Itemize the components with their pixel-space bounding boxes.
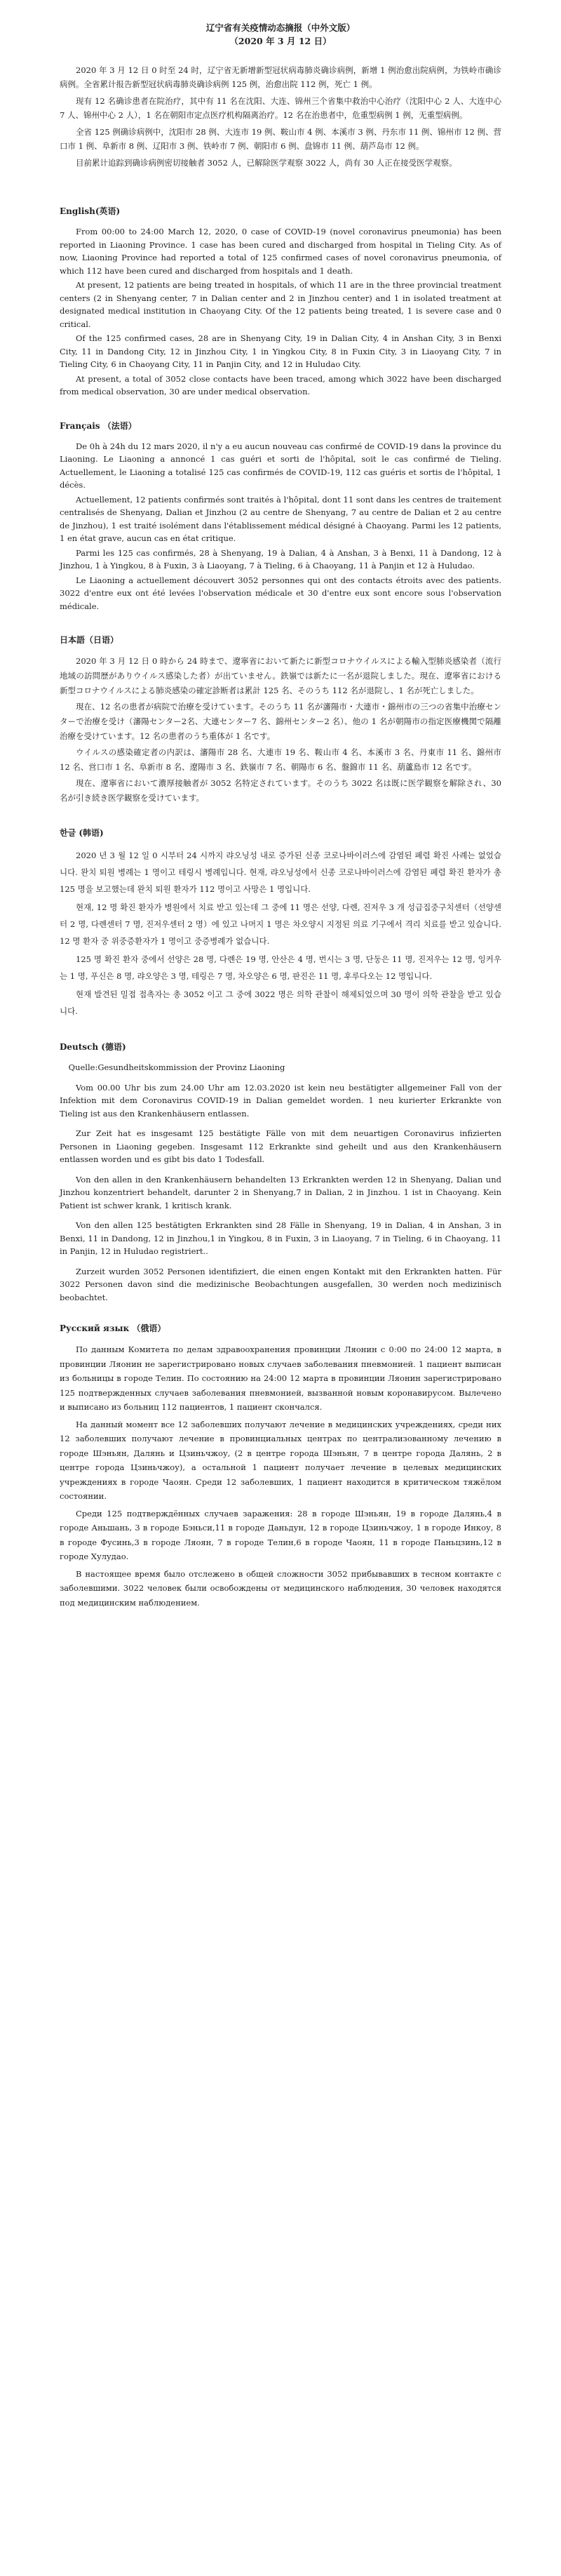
ru-paragraph-1: По данным Комитета по делам здравоохранения провинции Ляонин с 0:00 по 24:00 12 марта, в провинции Ляонин не зарегистрировано новых случаев заболевания пневмонией. 1 пациент выписан из больницы в городе Телин. По состоянию на 24:00 12 марта в провинции Ляонин зарегистрировано 125 подтвержденных случаев заболевания пневмонией, вызванной новым коронавирусом. Вылечено и выписано из больниц 112 пациентов, 1 пациент скончался. [60,1344,501,1412]
de-paragraph-3: Von den allen in den Krankenhäusern behandelten 13 Erkrankten werden 12 in Shenyang, Dalian und Jinzhou konzentriert behandelt, darunter 2 in Shenyang,7 in Dalian, 2 in Jinzhou. 1 ist in Chaoyang. Kein Patient ist schwer krank, 1 kritisch krank. [60,1174,501,1210]
zh-paragraph-3: 全省 125 例确诊病例中，沈阳市 28 例、大连市 19 例、鞍山市 4 例、本溪市 3 例、丹东市 11 例、锦州市 12 例、营口市 1 例、阜新市 8 例、辽阳市 3 例、铁岭市 7 例、朝阳市 6 例、盘锦市 11 例、葫芦岛市 12 例。 [60,127,501,151]
ja-paragraph-2: 現在、12 名の患者が病院で治療を受けています。そのうち 11 名が瀋陽市・大連市・錦州市の三つの省集中治療センターで治療を受け（瀋陽センター2名、大連センター7 名、錦州センター2 名）、他の 1 名が朝陽市の指定医療機関で隔離治療を受けています。12 名の患者のうち重体が 1 名です。 [60,702,501,741]
zh-paragraph-4: 目前累计追踪到确诊病例密切接触者 3052 人，已解除医学观察 3022 人，尚有 30 人正在接受医学观察。 [76,158,457,168]
ko-paragraph-3: 125 명 확진 환자 중에서 선양은 28 명, 다롄은 19 명, 안산은 4 명, 번시는 3 명, 단둥은 11 명, 진저우는 12 명, 잉커우는 1 명, 푸신은 8 명, 랴오양은 3 명, 테링은 7 명, 차오양은 6 명, 판진은 11 명, 후루다오는 12 명입니다. [60,954,501,981]
en-paragraph-1: From 00:00 to 24:00 March 12, 2020, 0 case of COVID-19 (novel coronavirus pneumonia) has been reported in Liaoning Province. 1 case has been cured and discharged from hospital in Tieling City. As of now, Liaoning Province had reported a total of 125 confirmed cases of novel coronavirus pneumonia, of which 112 have been cured and discharged from hospitals and 1 death. [60,227,501,276]
section-heading-japanese: 日本語（日语） [60,635,119,645]
section-heading-russian: Русский язык （俄语） [60,1323,166,1333]
de-source-line: Quelle:Gesundheitskommission der Provinz Liaoning [68,1062,285,1072]
ja-paragraph-1: 2020 年 3 月 12 日 0 時から 24 時まで、遼寧省において新たに新型コロナウイルスによる輸入型肺炎感染者（流行地域の訪問歴がありウイルス感染した者）が出ていません。鉄嶺では新たに一名が退院しました。現在、遼寧省における新型コロナウイルスによる肺炎感染の確定診断者は累計 125 名、そのうち 112 名が退院し、1 名が死亡しました。 [60,656,501,695]
fr-paragraph-1: De 0h à 24h du 12 mars 2020, il n'y a eu aucun nouveau cas confirmé de COVID-19 dans la province du Liaoning. Le Liaoning a annoncé 1 cas guéri et sorti de l'hôpital, soit le cas confirmé de Tieling. Actuellement, le Liaoning a totalisé 125 cas confirmés de COVID-19, 112 cas guéris et sortis de l'hôpital, 1 décès. [60,441,501,490]
ru-paragraph-2: На данный момент все 12 заболевших получают лечение в медицинских учреждениях, среди них 12 заболевших получают лечение в провинциальных центрах по централизованному лечению в городе Шэньян, Далянь и Цзиньчжоу, (2 в центре города Шэньян, 7 в центре города Далянь, 2 в центре города Цзиньчжоу), а остальной 1 пациент получает лечение в целевых медицинских учреждениях в городе Чаоян. Среди 12 заболевших, 1 пациент находится в критическом тяжёлом состоянии. [60,1419,501,1501]
en-paragraph-4: At present, a total of 3052 close contacts have been traced, among which 3022 have been discharged from medical observation, 30 are under medical observation. [60,373,501,396]
section-heading-english: English(英语) [60,206,121,216]
section-heading-korean: 한글 (韩语) [60,828,104,838]
document-date: （2020 年 3 月 12 日） [229,36,332,46]
ko-paragraph-4: 현재 발견된 밀접 접촉자는 총 3052 이고 그 중에 3022 명은 의학 관찰이 해제되었으며 30 명이 의학 관찰을 받고 있습니다. [60,989,501,1016]
en-paragraph-2: At present, 12 patients are being treated in hospitals, of which 11 are in the three provincial treatment centers (2 in Shenyang center, 7 in Dalian center and 2 in Jinzhou center) and 1 in isolated treatment at designated medical institution in Chaoyang City. Of the 12 patients being treated, 1 is severe case and 0 critical. [60,280,501,329]
section-heading-german: Deutsch (德语) [60,1042,126,1052]
ko-paragraph-1: 2020 년 3 월 12 일 0 시부터 24 시까지 랴오닝성 내로 증가된 신종 코로나바이러스에 감염된 폐렴 확진 사례는 없었습니다. 완치 퇴원 병례는 1 명이고 테링시 병례입니다. 현재, 랴오닝성에서 신종 코로나바이러스에 감염된 폐렴 확진 환자가 총 125 명을 보고했는데 완치 퇴원 환자가 112 명이고 사망은 1 명입니다. [60,850,501,894]
fr-paragraph-3: Parmi les 125 cas confirmés, 28 à Shenyang, 19 à Dalian, 4 à Anshan, 3 à Benxi, 11 à Dandong, 12 à Jinzhou, 1 à Yingkou, 8 à Fuxin, 3 à Liaoyang, 7 à Tieling, 6 à Chaoyang, 11 à Panjin et 12 à Huludao. [60,547,501,570]
de-paragraph-5: Zurzeit wurden 3052 Personen identifiziert, die einen engen Kontakt mit den Erkrankten hatten. Für 3022 Personen davon sind die medizinische Beobachtungen ausgefallen, 30 werden noch medizinisch beobachtet. [60,1266,501,1302]
section-french [60,420,501,613]
section-korean [60,827,501,1020]
section-german [60,1041,501,1304]
section-english [60,205,501,399]
de-paragraph-2: Zur Zeit hat es insgesamt 125 bestätigte Fälle von mit dem neuartigen Coronavirus infizierten Personen in Liaoning gegeben. Insgesamt 112 Erkrankte sind geheilt und aus den Krankenhäusern entlassen worden und es gibt bis dato 1 Todesfall. [60,1128,501,1164]
ja-paragraph-4: 現在、遼寧省において濃厚接触者が 3052 名特定されています。そのうち 3022 名は既に医学観察を解除され、30 名が引き続き医学観察を受けています。 [60,778,501,803]
section-chinese [60,63,501,170]
de-paragraph-4: Von den allen 125 bestätigten Erkrankten sind 28 Fälle in Shenyang, 19 in Dalian, 4 in Anshan, 3 in Benxi, 11 in Dandong, 12 in Jinzhou,1 in Yingkou, 8 in Fuxin, 3 in Liaoyang, 7 in Tieling, 6 in Chaoyang, 11 in Panjin, 12 in Huludao registriert.. [60,1220,501,1256]
de-paragraph-1: Vom 00.00 Uhr bis zum 24.00 Uhr am 12.03.2020 ist kein neu bestätigter allgemeiner Fall von der Infektion mit dem Coronavirus COVID-19 in Dalian gemeldet worden. 1 neu kurierter Erkrankte von Tieling ist aus den Krankenhäusern entlassen. [60,1082,501,1119]
section-japanese [60,634,501,806]
ja-paragraph-3: ウイルスの感染確定者の内訳は、瀋陽市 28 名、大連市 19 名、鞍山市 4 名、本溪市 3 名、丹東市 11 名、錦州市 12 名、営口市 1 名、阜新市 8 名、遼陽市 3 名、鉄嶺市 7 名、朝陽市 6 名、盤錦市 11 名、葫蘆島市 12 名です。 [60,747,501,772]
en-paragraph-3: Of the 125 confirmed cases, 28 are in Shenyang City, 19 in Dalian City, 4 in Anshan City, 3 in Benxi City, 11 in Dandong City, 12 in Jinzhou City, 1 in Yingkou City, 8 in Fuxin City, 3 in Liaoyang City, 7 in Tieling City, 6 in Chaoyang City, 11 in Panjin City, and 12 in Huludao City. [60,333,501,369]
fr-paragraph-2: Actuellement, 12 patients confirmés sont traités à l'hôpital, dont 11 sont dans les centres de traitement centralisés de Shenyang, Dalian et Jinzhou (2 au centre de Shenyang, 7 au centre de Dalian et 2 au centre de Jinzhou), 1 est traité isolément dans l'établissement médical désigné à Chaoyang. Parmi les 12 patients, 1 en état grave, aucun cas en état critique. [60,494,501,543]
ko-paragraph-2: 현재, 12 명 확진 환자가 병원에서 치료 받고 있는데 그 중에 11 명은 선양, 다롄, 진저우 3 개 성급집중구치센터（선양센터 2 명, 다롄센터 7 명, 진저우센터 2 명）에 있고 나머지 1 명은 차오양시 지정된 의료 기구에서 격리 치료를 받고 있습니다. 12 명 환자 중 위중증환자가 1 명이고 중증병례가 없습니다. [60,902,501,946]
ru-paragraph-3: Среди 125 подтверждённых случаев заражения: 28 в городе Шэньян, 19 в городе Далянь,4 в городе Аньшань, 3 в городе Бэньси,11 в городе Даньдун, 12 в городе Цзиньчжоу, 1 в городе Инкоу, 8 в городе Фусинь,3 в городе Ляоян, 7 в городе Телин,6 в городе Чаоян, 11 в городе Паньцзинь,12 в городе Хулудао. [60,1508,501,1561]
ru-paragraph-4: В настоящее время было отслежено в общей сложности 3052 прибывавших в тесном контакте с заболевшими. 3022 человек были освобождены от медицинского наблюдения, 30 человек находятся под медицинским наблюдением. [60,1568,501,1608]
section-russian [60,1322,501,1610]
document-title: 辽宁省有关疫情动态摘报（中外文版） [205,22,356,33]
zh-paragraph-2: 现有 12 名确诊患者在院治疗，其中有 11 名在沈阳、大连、锦州三个省集中救治中心治疗（沈阳中心 2 人、大连中心 7 人、锦州中心 2 人），1 名在朝阳市定点医疗机构隔离治疗。12 名在治患者中，危重型病例 1 例，无重型病例。 [60,96,501,120]
section-heading-french: Français （法语） [60,420,137,431]
zh-paragraph-1: 2020 年 3 月 12 日 0 时至 24 时，辽宁省无新增新型冠状病毒肺炎确诊病例，新增 1 例治愈出院病例，为铁岭市确诊病例。全省累计报告新型冠状病毒肺炎确诊病例 125 例，治愈出院 112 例，死亡 1 例。 [60,65,501,89]
fr-paragraph-4: Le Liaoning a actuellement découvert 3052 personnes qui ont des contacts étroits avec des patients. 3022 d'entre eux ont été levées l'observation médicale et 30 d'entre eux sont encore sous l'observation médicale. [60,575,501,611]
